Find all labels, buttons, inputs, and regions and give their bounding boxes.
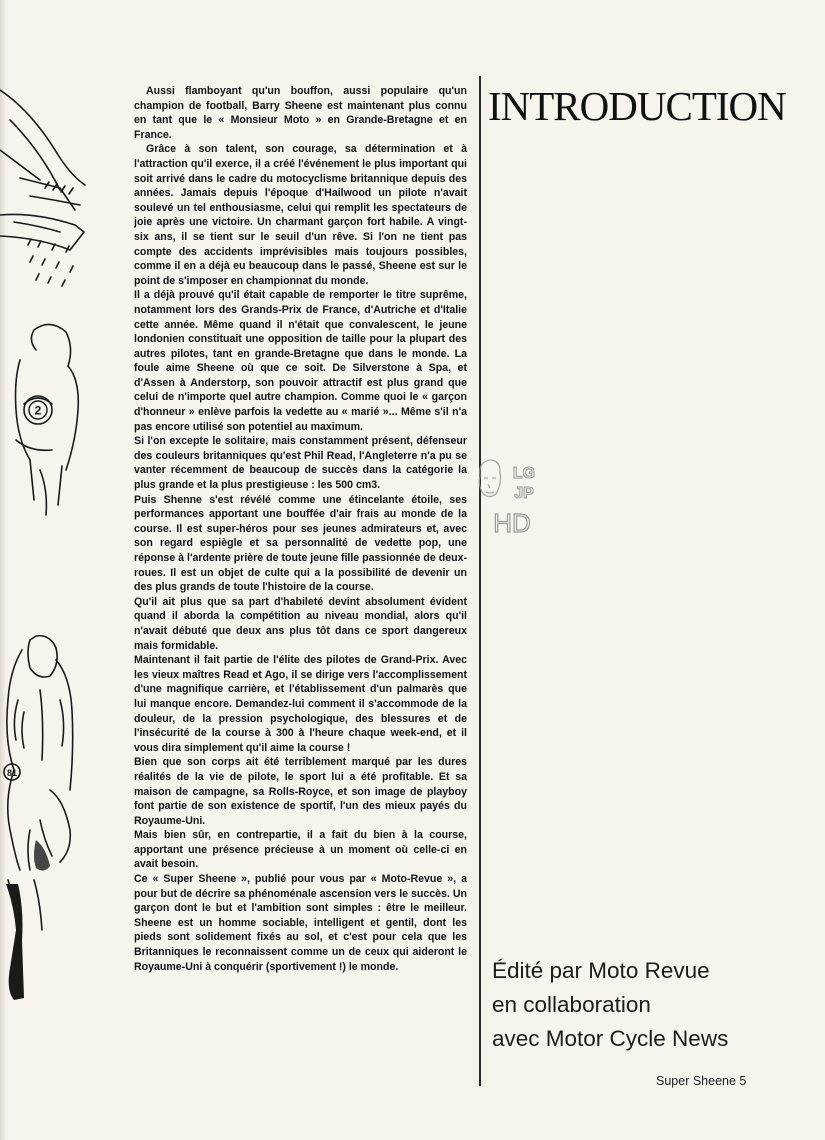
article-paragraph: Aussi flamboyant qu'un bouffon, aussi populaire qu'un champion de football, Barry Sheene est maintenant plus connu en tant que le « Monsieur Moto » en Grande-Bretagne et en France. bbox=[134, 85, 467, 141]
article-paragraph: Puis Shenne s'est révélé comme une étincelante étoile, ses performances apportant une bouffée d'air frais au monde de la course. Il est super-héros pour ses jeunes admirateurs et, avec son regard espiègle et sa personnalité de vedette pop, une réponse à l'ardente prière de toute jeune fille passionnée de deux-roues. Il est un objet de culte qui a la possibilité de devenir un des plus grands de toute l'histoire de la course. bbox=[134, 493, 467, 594]
section-title: INTRODUCTION bbox=[488, 83, 786, 129]
column-divider bbox=[479, 76, 481, 1086]
watermark-line2: JP bbox=[514, 485, 534, 502]
article-paragraph: Il a déjà prouvé qu'il était capable de remporter le titre suprême, notamment lors des Grands-Prix de France, d'Autriche et d'Italie cette année. Même quand il n'était que convalescent, le jeune londonien constituait une opposition de taille pour la plupart des autres pilotes, tant en grande-Bretagne que dans le monde. La foule aime Sheene où que ce soit. De Silverstone à Spa, et d'Assen à Anderstorp, son pouvoir attractif est plus grand que celui de n'importe quel autre champion. Comme quoi le « garçon d'honneur » enlève parfois la vedette au « marié »... Même s'il n'a pas encore utilisé son potentiel au maximum. bbox=[134, 289, 467, 433]
helmet-number: 2 bbox=[34, 403, 42, 418]
article-paragraph: Grâce à son talent, son courage, sa détermination et à l'attraction qu'il exerce, il a créé l'événement le plus important qui soit arrivé dans le cadre du motocyclisme britannique depuis des années. Jamais depuis l'époque d'Hailwood un pilote n'avait soulevé un tel enthousiasme, celui qui remplit les spectateurs de joie après une victoire. Un charmant garçon fort habile. A vingt-six ans, il se tient sur le seuil d'un rêve. Si l'on ne tient pas compte des accidents imprévisibles mais toujours possibles, comme il en a déjà eu beaucoup dans le passé, Sheene est sur le point de s'imposer en championnat du monde. bbox=[134, 143, 467, 287]
article-paragraph: Mais bien sûr, en contrepartie, il a fait du bien à la course, apportant une présence précieuse à un moment où celle-ci en avait besoin. bbox=[134, 829, 467, 871]
watermark-line3: HD bbox=[493, 508, 531, 538]
article-body bbox=[134, 84, 467, 974]
credits-line: avec Motor Cycle News bbox=[492, 1026, 729, 1051]
watermark-logo bbox=[466, 454, 546, 544]
credits-line: en collaboration bbox=[492, 992, 651, 1017]
publisher-credits bbox=[492, 954, 817, 1056]
article-paragraph: Maintenant il fait partie de l'élite des pilotes de Grand-Prix. Avec les vieux maîtres Read et Ago, il se dirige vers l'accomplissement d'une magnifique carrière, et l'établissement d'un palmarès que lui manque encore. Demandez-lui comment il s'accommode de la douleur, de la pression psychologique, des blessures et de l'insécurité de la course à 300 à l'heure chaque week-end, et il vous dira simplement qu'il aime la course ! bbox=[134, 654, 467, 754]
article-paragraph: Ce « Super Sheene », publié pour vous par « Moto-Revue », a pour but de décrire sa phénoménale ascension vers le succès. Un garçon dont le but et l'ambition sont simples : être le meilleur. Sheene est un homme sociable, intelligent et gentil, dont les pieds sont solidement fixés au sol, et c'est pour cela que les Britanniques le reconnaissent comme un de ceux qui aideront le Royaume-Uni à conquérir (sportivement !) le monde. bbox=[134, 873, 467, 973]
article-paragraph: Qu'il ait plus que sa part d'habileté devint absolument évident quand il aborda la compétition au niveau mondial, alors qu'il n'avait débuté que deux ans plus tôt dans ce sport dangereux mais formidable. bbox=[134, 595, 467, 652]
article-paragraph: Bien que son corps ait été terriblement marqué par les dures réalités de la vie de pilote, le sport lui a été profitable. Et sa maison de campagne, sa Rolls-Royce, et son image de playboy font partie de son existence de sportif, l'un des mieux payés du Royaume-Uni. bbox=[134, 756, 467, 827]
jacket-badge: 81 bbox=[6, 768, 18, 778]
watermark-line1: LG bbox=[512, 465, 536, 482]
page-footer: Super Sheene 5 bbox=[656, 1074, 747, 1088]
article-paragraph: Si l'on excepte le solitaire, mais constamment présent, défenseur des couleurs britanniques qu'est Phil Read, l'Angleterre n'a pu se vanter récemment de beaucoup de succès dans la catégorie la plus grande et la plus prestigieuse : les 500 cm3. bbox=[134, 435, 467, 492]
motorcycle-racer-illustration bbox=[0, 0, 120, 1140]
credits-line: Édité par Moto Revue bbox=[492, 958, 710, 983]
